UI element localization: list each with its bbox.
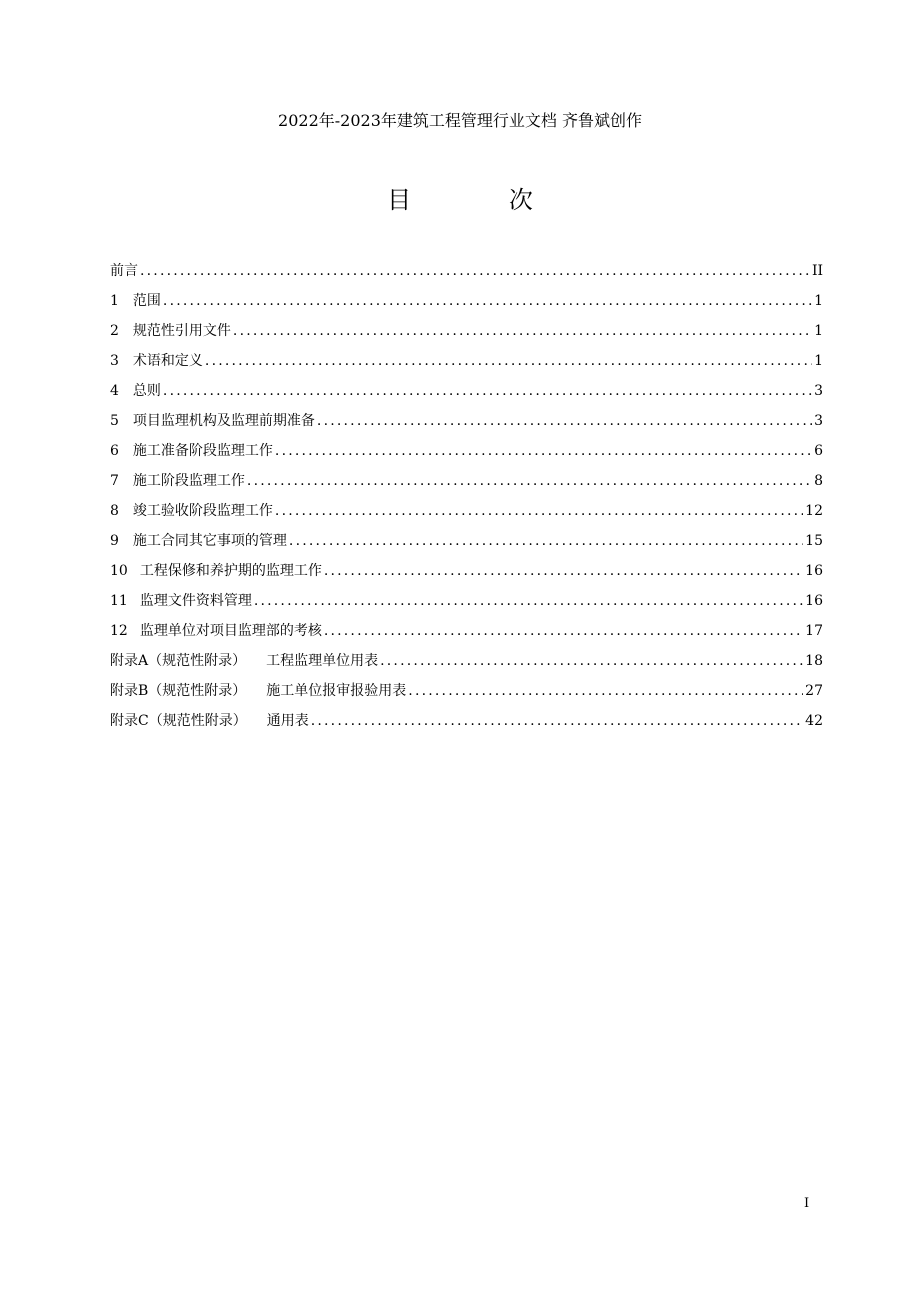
toc-entry-page: 1 (814, 353, 823, 369)
toc-entry-page: 1 (814, 323, 823, 339)
toc-entry-label: 总则 (132, 383, 161, 399)
toc-entry-label: 施工准备阶段监理工作 (132, 443, 273, 459)
toc-entry-appendix-b[interactable] (110, 679, 823, 709)
toc-dot-leader (163, 289, 812, 313)
toc-entry-label: 施工合同其它事项的管理 (132, 533, 287, 549)
toc-entry-8[interactable] (110, 499, 823, 529)
toc-dot-leader (205, 349, 812, 373)
toc-entry-number: 2 (110, 323, 119, 339)
toc-entry-number: 3 (110, 353, 119, 369)
toc-dot-leader (233, 319, 812, 343)
toc-entry-page: 18 (805, 653, 823, 669)
toc-entry-label: 范围 (132, 293, 161, 309)
toc-entry-label: 术语和定义 (132, 353, 203, 369)
toc-entry-page: 15 (805, 533, 823, 549)
toc-dot-leader (140, 259, 810, 283)
toc-entry-label: 工程监理单位用表 (266, 653, 379, 669)
toc-entry-label: 施工单位报审报验用表 (266, 683, 407, 699)
toc-entry-page: 16 (805, 593, 823, 609)
toc-entry-1[interactable] (110, 289, 823, 319)
toc-entry-number: 11 (110, 593, 128, 609)
toc-entry-number: 8 (110, 503, 119, 519)
toc-dot-leader (408, 679, 803, 703)
toc-entry-label: 工程保修和养护期的监理工作 (139, 563, 322, 579)
toc-entry-4[interactable] (110, 379, 823, 409)
toc-dot-leader (380, 649, 803, 673)
toc-entry-number: 12 (110, 623, 128, 639)
toc-entry-page: 6 (814, 443, 823, 459)
toc-entry-2[interactable] (110, 319, 823, 349)
toc-entry-number: 5 (110, 413, 119, 429)
toc-title (0, 184, 920, 216)
toc-entry-label: 施工阶段监理工作 (132, 473, 245, 489)
toc-title-char-1: 目 (387, 186, 412, 214)
toc-entry-12[interactable] (110, 619, 823, 649)
toc-entry-11[interactable] (110, 589, 823, 619)
toc-entry-number: 7 (110, 473, 119, 489)
toc-dot-leader (275, 499, 803, 523)
toc-entry-number: 6 (110, 443, 119, 459)
toc-dot-leader (254, 589, 803, 613)
toc-entry-page: 17 (805, 623, 823, 639)
toc-entry-label: 项目监理机构及监理前期准备 (132, 413, 315, 429)
toc-entry-5[interactable] (110, 409, 823, 439)
toc-entry-page: 3 (814, 413, 823, 429)
toc-entry-page: 16 (805, 563, 823, 579)
toc-entry-7[interactable] (110, 469, 823, 499)
toc-dot-leader (289, 529, 803, 553)
toc-entry-page: II (811, 263, 823, 279)
toc-entry-label: 规范性引用文件 (132, 323, 231, 339)
toc-dot-leader (247, 469, 812, 493)
toc-entry-appendix-c[interactable] (110, 709, 823, 739)
toc-title-char-2: 次 (508, 186, 533, 214)
toc-entry-appendix-a[interactable] (110, 649, 823, 679)
page-number: I (804, 1196, 810, 1211)
toc-entry-6[interactable] (110, 439, 823, 469)
toc-dot-leader (163, 379, 812, 403)
toc-entry-page: 3 (814, 383, 823, 399)
toc-entry-page: 27 (805, 683, 823, 699)
toc-entry-3[interactable] (110, 349, 823, 379)
toc-entry-page: 1 (814, 293, 823, 309)
toc-entry-label: 竣工验收阶段监理工作 (132, 503, 273, 519)
toc-dot-leader (324, 559, 803, 583)
toc-entry-number: 附录B（规范性附录） (110, 683, 247, 699)
toc-entry-number: 附录A（规范性附录） (110, 653, 247, 669)
toc-entry-number: 4 (110, 383, 119, 399)
toc-entry-number: 10 (110, 563, 128, 579)
toc-entry-number: 1 (110, 293, 119, 309)
document-header: 2022年-2023年建筑工程管理行业文档 齐鲁斌创作 (278, 111, 642, 130)
toc-entry-label: 前言 (110, 263, 138, 279)
toc-dot-leader (317, 409, 812, 433)
toc-entry-preface[interactable] (110, 259, 823, 289)
toc-entry-label: 通用表 (266, 713, 309, 729)
toc-entry-page: 42 (805, 713, 823, 729)
toc-entry-label: 监理单位对项目监理部的考核 (139, 623, 322, 639)
toc-dot-leader (324, 619, 803, 643)
toc-entry-page: 12 (805, 503, 823, 519)
toc-entry-9[interactable] (110, 529, 823, 559)
toc-entry-page: 8 (814, 473, 823, 489)
table-of-contents (110, 259, 823, 739)
toc-entry-number: 9 (110, 533, 119, 549)
toc-entry-10[interactable] (110, 559, 823, 589)
toc-entry-label: 监理文件资料管理 (139, 593, 252, 609)
toc-entry-number: 附录C（规范性附录） (110, 713, 247, 729)
toc-dot-leader (311, 709, 803, 733)
toc-dot-leader (275, 439, 812, 463)
